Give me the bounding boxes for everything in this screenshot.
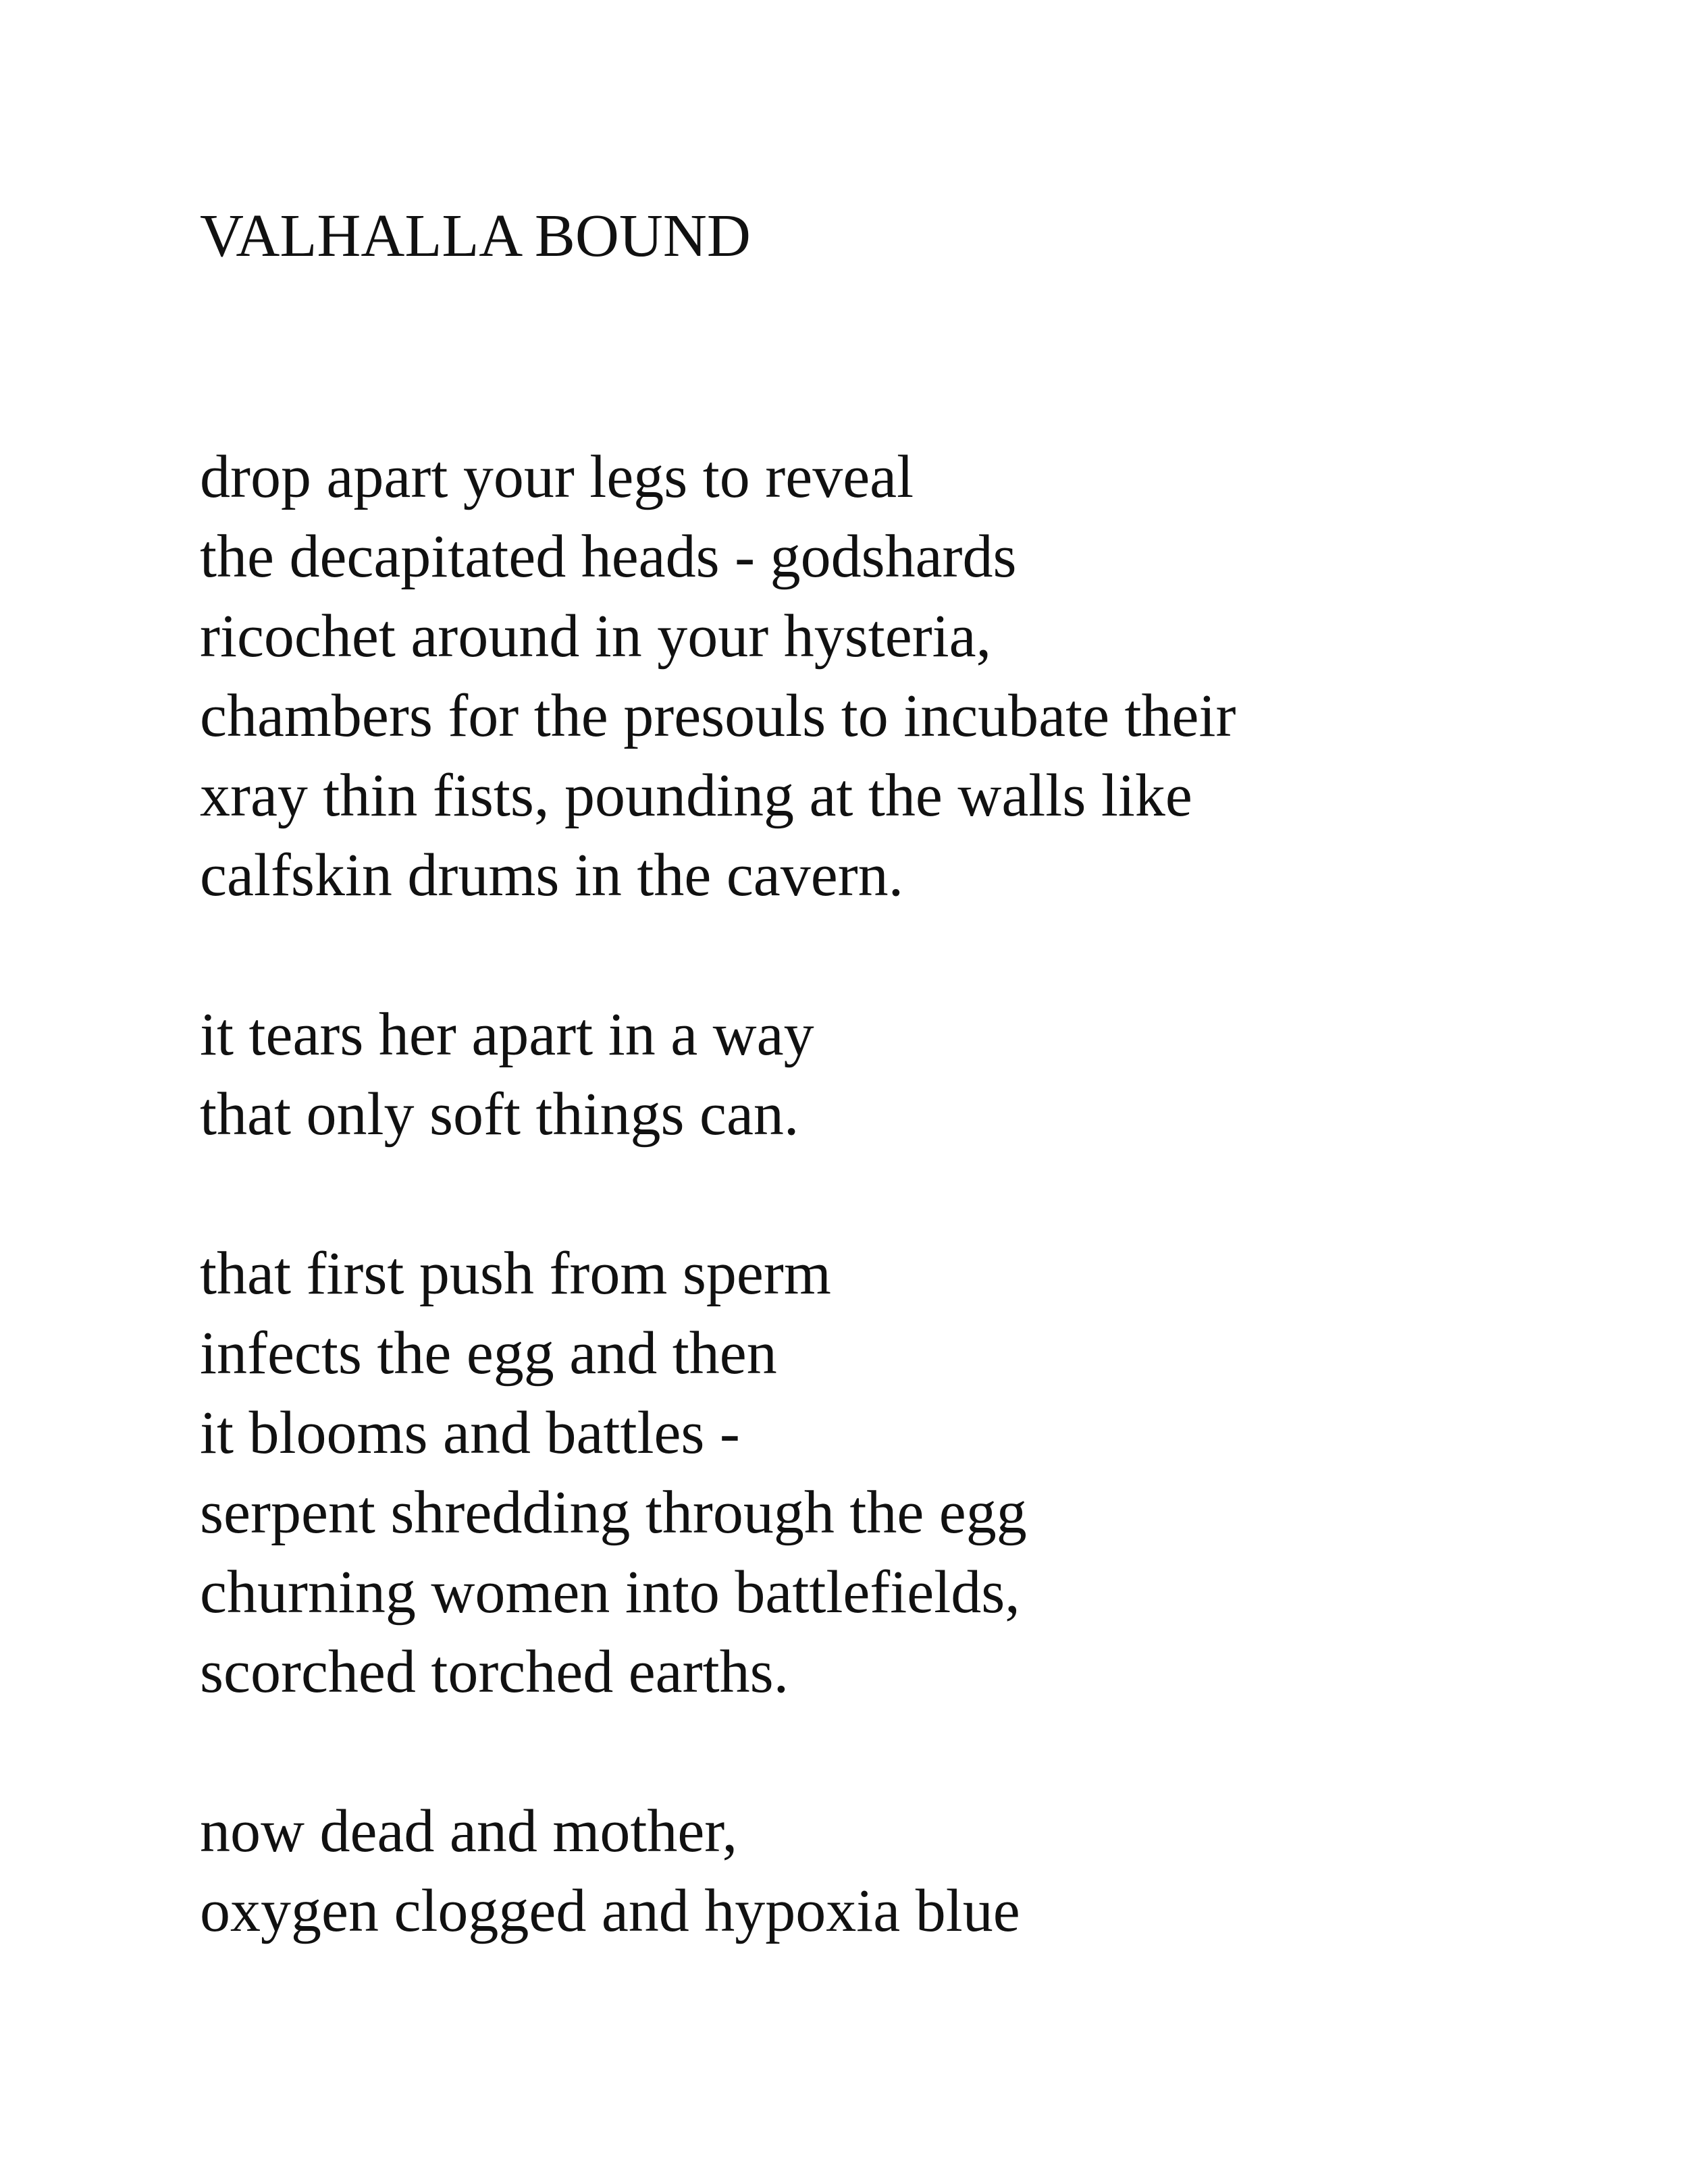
poem-line: chambers for the presouls to incubate their <box>200 683 1236 749</box>
poem-line: ricochet around in your hysteria, <box>200 603 992 670</box>
poem-body <box>200 437 1618 2031</box>
stanza-3 <box>200 1234 1618 1712</box>
poem-line: that only soft things can. <box>200 1081 799 1148</box>
poem-line: the decapitated heads - godshards <box>200 523 1017 590</box>
poem-line: oxygen clogged and hypoxia blue <box>200 1877 1020 1944</box>
poem-title: VALHALLA BOUND <box>200 203 751 269</box>
poem-line: it tears her apart in a way <box>200 1001 814 1068</box>
stanza-1 <box>200 437 1618 915</box>
poem-line: it blooms and battles - <box>200 1400 740 1466</box>
poem-line: xray thin fists, pounding at the walls like <box>200 762 1192 829</box>
stanza-4 <box>200 1792 1618 1951</box>
poem-line: that first push from sperm <box>200 1240 831 1307</box>
poem-line: calfskin drums in the cavern. <box>200 842 904 909</box>
poem-line: infects the egg and then <box>200 1320 777 1387</box>
poem-line: drop apart your legs to reveal <box>200 444 914 510</box>
stanza-2 <box>200 995 1618 1154</box>
poem-line: now dead and mother, <box>200 1798 738 1865</box>
poem-line: churning women into battlefields, <box>200 1559 1020 1626</box>
poem-line: scorched torched earths. <box>200 1639 789 1705</box>
poem-line: serpent shredding through the egg <box>200 1479 1027 1546</box>
